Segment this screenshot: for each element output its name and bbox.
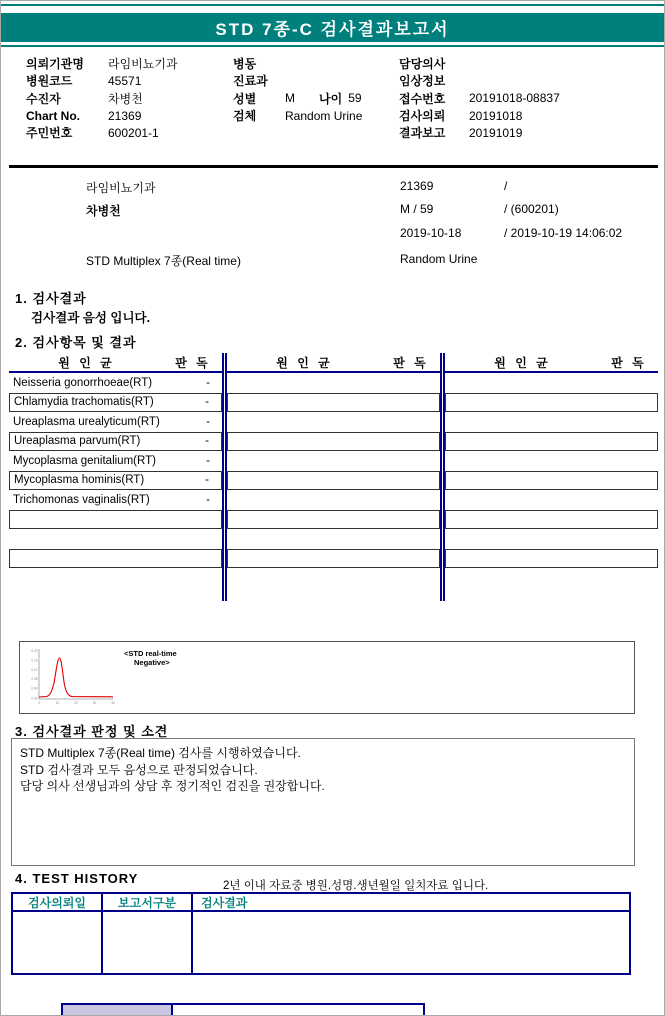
- summary-row: [1, 252, 664, 268]
- result-reading: -: [206, 493, 210, 506]
- field-value: 20191018: [469, 108, 523, 123]
- result-row-empty: [227, 393, 440, 413]
- x-tick-label: 40: [111, 700, 115, 705]
- bottom-table-fragment: [61, 1003, 425, 1016]
- result-row-empty: [9, 510, 222, 530]
- history-empty-row: [13, 912, 629, 973]
- result-row: [9, 412, 222, 432]
- organism-column-header: 원 인 균: [494, 355, 551, 370]
- info-row: [399, 72, 654, 89]
- field-label: 검체: [233, 109, 257, 124]
- organism-name: Neisseria gonorrhoeae(RT): [13, 376, 153, 389]
- info-row: [26, 107, 231, 124]
- title-band: [1, 13, 664, 42]
- x-tick-label: 20: [74, 700, 78, 705]
- result-reading: -: [205, 396, 209, 409]
- organism-name: Mycoplasma hominis(RT): [14, 474, 145, 487]
- results-panel-3: [445, 353, 658, 601]
- info-row: [399, 107, 654, 124]
- info-middle-column: [233, 55, 398, 124]
- field-value: 20191018-08837: [469, 91, 560, 106]
- info-right-column: [399, 55, 654, 141]
- history-body-cell: [193, 912, 629, 973]
- organism-name: Chlamydia trachomatis(RT): [14, 396, 154, 409]
- field-label: 진료과: [233, 74, 268, 89]
- results-panel-header: [445, 353, 658, 373]
- result-row-empty: [227, 510, 440, 530]
- result-row-empty: [445, 373, 658, 393]
- result-row: [9, 471, 222, 491]
- amplification-curve: [39, 658, 113, 697]
- section-divider: [9, 165, 658, 168]
- opinion-line: 담당 의사 선생님과의 상담 후 정기적인 검진을 권장합니다.: [20, 779, 325, 793]
- field-label: 나이: [319, 91, 343, 106]
- field-label: 임상정보: [399, 74, 446, 89]
- info-row: [399, 90, 654, 107]
- history-table: [11, 892, 631, 975]
- history-note: 2년 이내 자료중 병원.성명.생년월일 일치자료 입니다.: [223, 880, 489, 892]
- result-row-empty: [227, 432, 440, 452]
- field-value: 21369: [108, 108, 142, 123]
- chart-caption-line1: <STD real-time: [124, 649, 177, 658]
- info-row: [233, 90, 398, 107]
- info-row: [399, 124, 654, 141]
- results-panel-2: [227, 353, 440, 601]
- summary-row: [1, 226, 664, 242]
- info-row: [233, 107, 398, 124]
- organism-name: Mycoplasma genitalium(RT): [13, 454, 156, 467]
- field-label: 접수번호: [399, 91, 446, 106]
- result-row: [9, 432, 222, 452]
- summary-patient-name: 차병천: [86, 204, 121, 218]
- x-tick-label: 0: [38, 700, 40, 705]
- info-row: [26, 124, 231, 141]
- field-label: 의뢰기관명: [26, 57, 84, 72]
- organism-column-header: 원 인 균: [276, 355, 333, 370]
- results-panel-header: [9, 353, 222, 373]
- field-value: 59: [348, 91, 362, 106]
- field-value: 600201-1: [108, 125, 159, 140]
- summary-slash: /: [504, 179, 508, 193]
- info-row: [399, 55, 654, 72]
- field-label: 결과보고: [399, 126, 446, 141]
- history-header-cell: 검사결과: [201, 895, 248, 910]
- result-row-empty: [227, 529, 440, 549]
- opinion-line: STD 검사결과 모두 음성으로 판정되었습니다.: [20, 762, 258, 777]
- result-row-empty: [445, 529, 658, 549]
- field-label: 병동: [233, 57, 257, 72]
- organism-name: Ureaplasma urealyticum(RT): [13, 415, 160, 428]
- section1-heading: 1. 검사결과: [15, 291, 87, 306]
- info-row: [233, 72, 398, 89]
- organism-name: Trichomonas vaginalis(RT): [13, 493, 150, 506]
- section3-heading: 3. 검사결과 판정 및 소견: [15, 724, 169, 739]
- organism-name: Ureaplasma parvum(RT): [14, 435, 141, 448]
- bottom-fragment-cell: [63, 1005, 173, 1016]
- result-row: [9, 490, 222, 510]
- section4-heading: 4. TEST HISTORY: [15, 871, 139, 886]
- pcr-curve-chart: [25, 645, 117, 709]
- info-row: [26, 72, 231, 89]
- history-body-cell: [103, 912, 193, 973]
- field-label: 담당의사: [399, 57, 446, 72]
- info-row: [26, 55, 231, 72]
- summary-chart-no: 21369: [400, 179, 434, 193]
- field-value: 라임비뇨기과: [108, 57, 178, 72]
- page-title: STD 7종-C 검사결과보고서: [215, 20, 450, 39]
- summary-clinic: 라임비뇨기과: [86, 181, 156, 195]
- result-reading: -: [206, 454, 210, 467]
- opinion-line: STD Multiplex 7종(Real time) 검사를 시행하였습니다.: [20, 746, 301, 760]
- field-label: 수진자: [26, 91, 61, 106]
- y-tick-label: 0.00: [31, 696, 38, 701]
- result-row-empty: [227, 549, 440, 569]
- field-value: 20191019: [469, 125, 523, 140]
- reading-column-header: 판 독: [175, 355, 211, 370]
- result-row-empty: [227, 373, 440, 393]
- info-left-column: [26, 55, 231, 141]
- result-row-empty: [227, 451, 440, 471]
- result-row-empty: [445, 490, 658, 510]
- y-tick-label: 0.16: [31, 658, 38, 663]
- summary-request-date: 2019-10-18: [400, 226, 462, 240]
- field-value: M: [285, 91, 295, 106]
- y-tick-label: 0.20: [31, 649, 38, 653]
- summary-report-datetime: / 2019-10-19 14:06:02: [504, 226, 623, 240]
- result-reading: -: [205, 474, 209, 487]
- field-label: 주민번호: [26, 126, 73, 141]
- field-value: 차병천: [108, 91, 143, 106]
- result-row: [9, 451, 222, 471]
- results-panel-header: [227, 353, 440, 373]
- result-row: [9, 393, 222, 413]
- reading-column-header: 판 독: [611, 355, 647, 370]
- summary-sex-age: M / 59: [400, 202, 434, 216]
- y-tick-label: 0.04: [31, 686, 38, 691]
- field-value: 45571: [108, 73, 142, 88]
- x-tick-label: 10: [55, 700, 60, 705]
- chart-caption-line2: Negative>: [134, 658, 170, 667]
- sub-rule: [1, 45, 664, 47]
- bottom-fragment-cell: [173, 1005, 423, 1016]
- x-tick-label: 30: [92, 700, 97, 705]
- result-row: [9, 373, 222, 393]
- result-row-empty: [227, 471, 440, 491]
- result-row-empty: [445, 432, 658, 452]
- result-row-empty: [445, 393, 658, 413]
- info-row: [26, 90, 231, 107]
- result-reading: -: [206, 376, 210, 389]
- summary-specimen: Random Urine: [400, 252, 478, 266]
- info-row: [233, 55, 398, 72]
- y-tick-label: 0.12: [31, 667, 38, 672]
- y-tick-label: 0.08: [31, 677, 38, 682]
- summary-test-name: STD Multiplex 7종(Real time): [86, 254, 241, 268]
- results-table: [9, 353, 658, 601]
- result-row-empty: [445, 549, 658, 569]
- chart-caption: [124, 649, 177, 667]
- results-panel-1: [9, 353, 222, 601]
- opinion-box: [11, 738, 635, 866]
- result-row-empty: [227, 412, 440, 432]
- history-header-cell: 검사의뢰일: [13, 894, 103, 910]
- chart-box: [19, 641, 635, 714]
- result-row-empty: [445, 471, 658, 491]
- section2-heading: 2. 검사항목 및 결과: [15, 335, 137, 350]
- summary-birth: / (600201): [504, 202, 559, 216]
- result-row-empty: [445, 510, 658, 530]
- field-label: 검사의뢰: [399, 109, 446, 124]
- history-header-cell: 보고서구분: [103, 894, 193, 910]
- field-value: Random Urine: [285, 108, 363, 123]
- summary-row: [1, 179, 664, 195]
- history-header-row: [13, 894, 629, 912]
- summary-row: [1, 202, 664, 218]
- history-body-cell: [13, 912, 103, 973]
- result-row-empty: [445, 451, 658, 471]
- result-reading: -: [206, 415, 210, 428]
- result-row-empty: [445, 412, 658, 432]
- result-row-empty: [9, 549, 222, 569]
- reading-column-header: 판 독: [393, 355, 429, 370]
- result-row-empty: [9, 529, 222, 549]
- result-row-empty: [227, 490, 440, 510]
- field-label: 병원코드: [26, 74, 73, 89]
- section1-result-text: 검사결과 음성 입니다.: [31, 311, 151, 325]
- field-label: Chart No.: [26, 108, 80, 123]
- organism-column-header: 원 인 균: [58, 355, 115, 370]
- result-reading: -: [205, 435, 209, 448]
- top-rule: [1, 4, 664, 6]
- field-label: 성별: [233, 91, 257, 106]
